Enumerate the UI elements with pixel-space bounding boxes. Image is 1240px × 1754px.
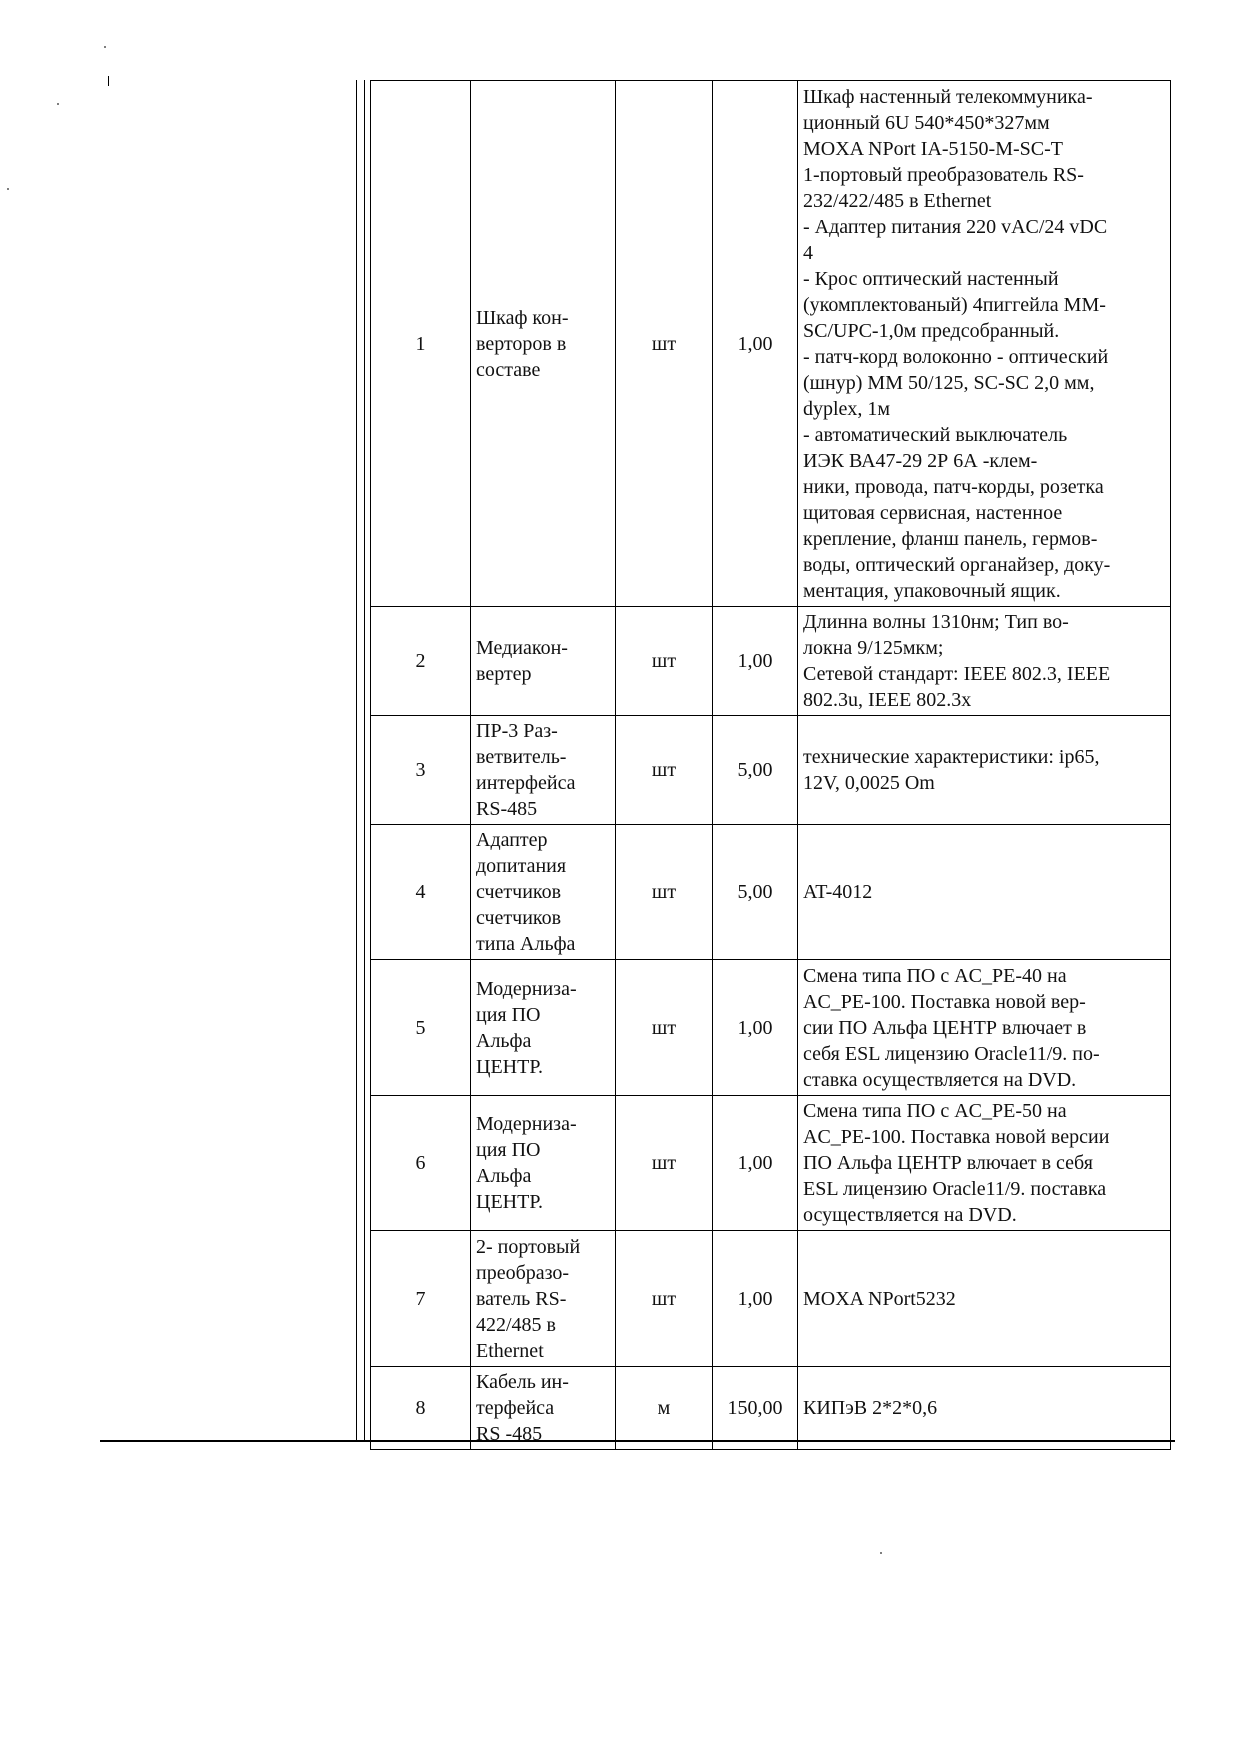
item-name: Шкаф кон- верторов в составе <box>471 81 616 607</box>
scan-speck <box>104 46 106 48</box>
quantity-cell: 1,00 <box>713 1096 798 1231</box>
description-cell: Шкаф настенный телекоммуника- ционный 6U 540*450*327мм MOXA NPort IA-5150-M-SC-T 1-портовый преобразователь RS- 232/422/485 в Ethernet - Адаптер питания 220 vAC/24 vDC 4 - Крос оптический настенный (укомплектованый) 4пиггейла MM- SC/UPC-1,0м предсобранный. - патч-корд волоконно - оптический (шнур) MM 50/125, SC-SC 2,0 мм, dyplex, 1м - автоматический выключатель ИЭК ВА47-29 2Р 6А -клем- ники, провода, патч-корды, розетка щитовая сервисная, настенное крепление, фланш панель, гермов- воды, оптический органайзер, доку- ментация, упаковочный ящик. <box>798 81 1171 607</box>
description-cell: технические характеристики: ip65, 12V, 0,0025 Om <box>798 716 1171 825</box>
table-row <box>371 1231 1171 1367</box>
row-number: 5 <box>371 960 471 1096</box>
table-row <box>371 960 1171 1096</box>
item-name: Медиакон- вертер <box>471 607 616 716</box>
quantity-cell: 1,00 <box>713 81 798 607</box>
quantity-cell: 1,00 <box>713 960 798 1096</box>
left-margin-rule <box>364 80 365 1440</box>
quantity-cell: 150,00 <box>713 1367 798 1450</box>
quantity-cell: 5,00 <box>713 825 798 960</box>
scan-speck <box>880 1552 882 1554</box>
item-name: 2- портовый преобразо- ватель RS- 422/485 в Ethernet <box>471 1231 616 1367</box>
unit-cell: шт <box>616 607 713 716</box>
description-cell: MOXA NPort5232 <box>798 1231 1171 1367</box>
description-cell: Смена типа ПО с AC_PE-40 на AC_PE-100. Поставка новой вер- сии ПО Альфа ЦЕНТР влючает в себя ESL лицензию Oracle11/9. по- ставка осуществляется на DVD. <box>798 960 1171 1096</box>
row-number: 1 <box>371 81 471 607</box>
quantity-cell: 5,00 <box>713 716 798 825</box>
item-name: Модерниза- ция ПО Альфа ЦЕНТР. <box>471 960 616 1096</box>
quantity-cell: 1,00 <box>713 607 798 716</box>
row-number: 8 <box>371 1367 471 1450</box>
unit-cell: шт <box>616 1231 713 1367</box>
table-row <box>371 1367 1171 1450</box>
description-cell: Смена типа ПО с AC_PE-50 на AC_PE-100. Поставка новой версии ПО Альфа ЦЕНТР влючает в себя ESL лицензию Oracle11/9. поставка осуществляется на DVD. <box>798 1096 1171 1231</box>
unit-cell: шт <box>616 81 713 607</box>
unit-cell: шт <box>616 825 713 960</box>
left-margin-rule <box>108 76 109 86</box>
description-cell: Длинна волны 1310нм; Тип во- локна 9/125мкм; Сетевой стандарт: IEEE 802.3, IEEE 802.3u, IEEE 802.3x <box>798 607 1171 716</box>
left-margin-rule <box>356 80 357 1440</box>
scan-speck <box>7 188 9 190</box>
row-number: 7 <box>371 1231 471 1367</box>
quantity-cell: 1,00 <box>713 1231 798 1367</box>
unit-cell: шт <box>616 716 713 825</box>
item-name: Модерниза- ция ПО Альфа ЦЕНТР. <box>471 1096 616 1231</box>
unit-cell: шт <box>616 1096 713 1231</box>
unit-cell: м <box>616 1367 713 1450</box>
row-number: 2 <box>371 607 471 716</box>
item-name: Кабель ин- терфейса RS -485 <box>471 1367 616 1450</box>
table-row <box>371 1096 1171 1231</box>
item-name: Адаптер допитания счетчиков счетчиков типа Альфа <box>471 825 616 960</box>
table-row <box>371 607 1171 716</box>
unit-cell: шт <box>616 960 713 1096</box>
row-number: 4 <box>371 825 471 960</box>
row-number: 6 <box>371 1096 471 1231</box>
item-name: ПР-3 Раз- ветвитель- интерфейса RS-485 <box>471 716 616 825</box>
row-number: 3 <box>371 716 471 825</box>
table-row <box>371 716 1171 825</box>
description-cell: КИПэВ 2*2*0,6 <box>798 1367 1171 1450</box>
description-cell: AT-4012 <box>798 825 1171 960</box>
specification-table <box>370 80 1171 1450</box>
scan-speck <box>57 103 59 105</box>
table-row <box>371 81 1171 607</box>
table-row <box>371 825 1171 960</box>
